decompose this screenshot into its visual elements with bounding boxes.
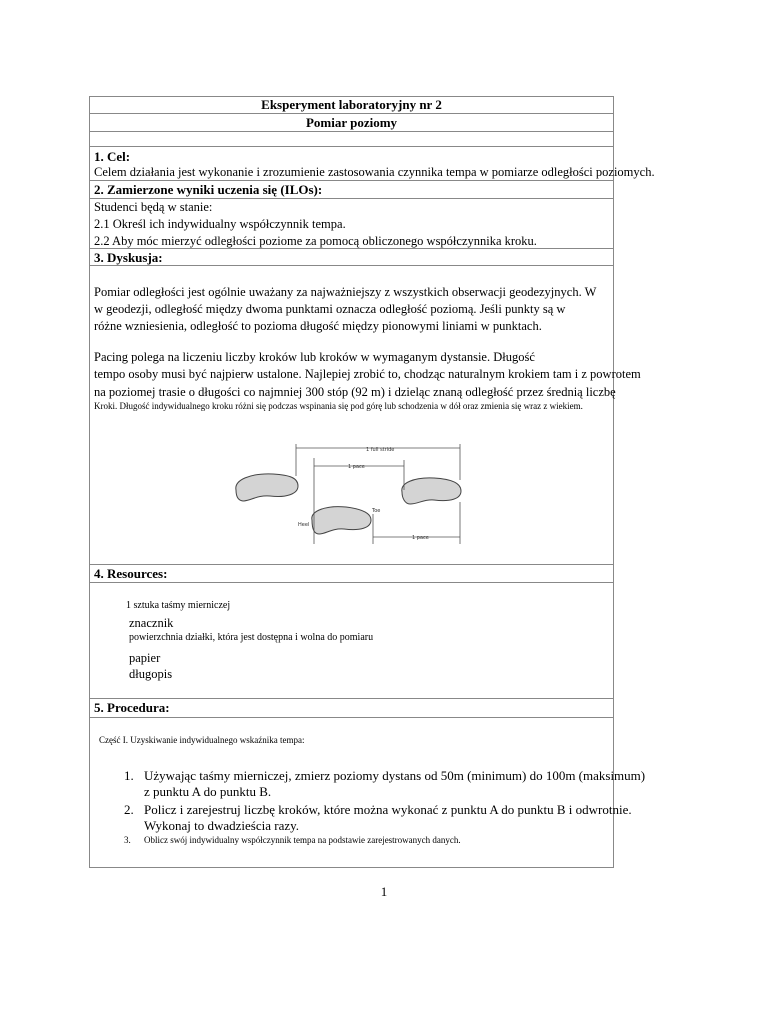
discussion-line: Pacing polega na liczeniu liczby kroków lub kroków w wymaganym dystansie. Długość [94, 350, 535, 364]
discussion-line: na poziomej trasie o długości co najmniej 300 stóp (92 m) i dzieląc znaną odległość przez średnią liczbę [94, 385, 616, 399]
section-heading-dyskusja: 3. Dyskusja: [94, 250, 163, 265]
step-text: Używając taśmy mierniczej, zmierz poziomy dystans od 50m (minimum) do 100m (maksimum) [144, 768, 646, 783]
label-toe: Toe [372, 508, 381, 514]
label-heel: Heel [298, 522, 310, 528]
document-subtitle: Pomiar poziomy [305, 115, 398, 130]
row-divider [89, 146, 614, 147]
document-title: Eksperyment laboratoryjny nr 2 [261, 97, 442, 112]
page-number: 1 [380, 884, 388, 899]
row-divider [89, 131, 614, 132]
row-divider [89, 198, 614, 199]
step-number: 1. [124, 768, 134, 783]
pacing-diagram [228, 440, 478, 550]
row-divider [89, 564, 614, 565]
section-heading-ilos: 2. Zamierzone wyniki uczenia się (ILOs): [94, 182, 323, 197]
step-text: Oblicz swój indywidualny współczynnik tempa na podstawie zarejestrowanych danych. [144, 835, 461, 845]
row-divider [89, 698, 614, 699]
label-pace-top: 1 pace [348, 464, 365, 470]
resource-item: papier [129, 651, 161, 665]
row-divider [89, 248, 614, 249]
step-number: 3. [124, 835, 131, 845]
ilos-line: Studenci będą w stanie: [94, 200, 213, 214]
ilos-line: 2.1 Określ ich indywidualny współczynnik tempa. [94, 217, 346, 231]
step-text: Policz i zarejestruj liczbę kroków, które można wykonać z punktu A do punktu B i odwrotnie. [144, 802, 632, 817]
cel-text: Celem działania jest wykonanie i zrozumienie zastosowania czynnika tempa w pomiarze odległości poziomych. [94, 165, 655, 179]
row-divider [89, 113, 614, 114]
section-heading-resources: 4. Resources: [94, 566, 168, 581]
resource-item: długopis [129, 667, 173, 681]
discussion-line: w geodezji, odległość między dwoma punktami oznacza odległość poziomą. Jeśli punkty są w [94, 302, 566, 316]
label-full-stride: 1 full stride [366, 447, 395, 453]
resource-item: powierzchnia działki, która jest dostępna i wolna do pomiaru [129, 632, 374, 643]
step-text: z punktu A do punktu B. [144, 784, 272, 799]
label-pace-bottom: 1 pace [412, 535, 429, 541]
row-divider [89, 265, 614, 266]
step-text: Wykonaj to dwadzieścia razy. [144, 818, 300, 833]
discussion-line: różne wzniesienia, odległość to pozioma długość między pionowymi liniami w punktach. [94, 319, 542, 333]
footprint-middle [312, 507, 371, 534]
step-number: 2. [124, 802, 134, 817]
discussion-line: Pomiar odległości jest ogólnie uważany za najważniejszy z wszystkich obserwacji geodezyjnych. W [94, 285, 597, 299]
section-heading-procedura: 5. Procedura: [94, 700, 170, 715]
ilos-line: 2.2 Aby móc mierzyć odległości poziome za pomocą obliczonego współczynnika kroku. [94, 234, 537, 248]
discussion-small-line: Kroki. Długość indywidualnego kroku różni się podczas wspinania się pod górę lub schodzenia w dół oraz zmienia się wraz z wiekiem. [94, 401, 583, 411]
footprint-right [402, 478, 461, 504]
resource-item: znacznik [129, 616, 174, 630]
row-divider [89, 180, 614, 181]
section-heading-cel: 1. Cel: [94, 149, 131, 164]
row-divider [89, 582, 614, 583]
discussion-line: tempo osoby musi być najpierw ustalone. Najlepiej zrobić to, chodząc naturalnym krokiem tam i z powrotem [94, 367, 641, 381]
footprint-left [236, 474, 298, 501]
row-divider [89, 717, 614, 718]
resource-item: 1 sztuka taśmy mierniczej [126, 600, 231, 611]
procedure-part-title: Część I. Uzyskiwanie indywidualnego wskaźnika tempa: [99, 735, 305, 745]
